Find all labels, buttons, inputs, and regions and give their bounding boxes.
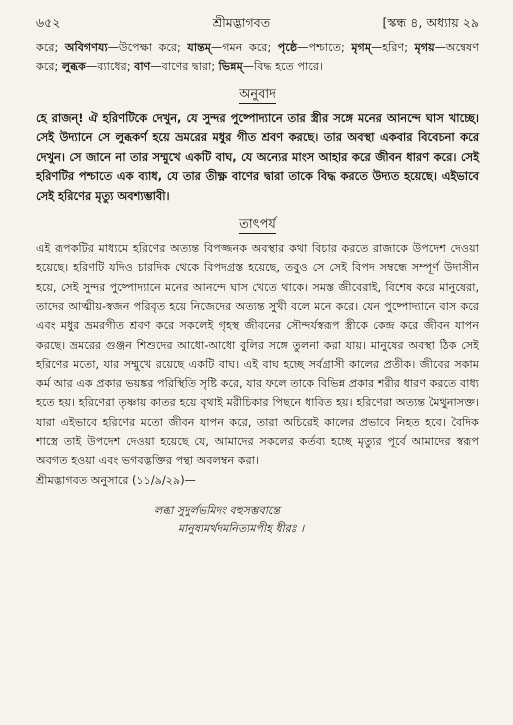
synonym-term: লুব্ধক <box>61 60 87 73</box>
synonym-term: অবিগণয্য <box>64 41 108 54</box>
sanskrit-verse <box>36 502 479 538</box>
page-number: ৬৫২ <box>36 15 61 30</box>
translation-text: হে রাজন্! ঐ হরিণটিকে দেখুন, যে সুন্দর পুষ্পোদ্যানে তার স্ত্রীর সঙ্গে মনের আনন্দে ঘাস খাচ্ছে। সেই উদ্যানে সে লুব্ধকর্ণ হয়ে ভ্রমরের মধুর গীত শ্রবণ করছে। তার অবস্থা একবার বিবেচনা করে দেখুন। সে জানে না তার সম্মুখে একটি বাঘ, যে অন্যের মাংস আহার করে জীবন ধারণ করে। সেই হরিণটির পশ্চাতে এক ব্যাধ, যে তার তীক্ষ্ণ বাণের দ্বারা তাকে বিদ্ধ করতে উদ্যত হয়েছে। এইভাবে সেই হরিণের মৃত্যু অবশ্যম্ভাবী। <box>36 111 479 203</box>
synonym-meaning: —বাণের দ্বারা; <box>150 60 219 73</box>
synonym-meaning: —পশ্চাতে; <box>297 41 352 54</box>
page-header <box>36 14 479 32</box>
scripture-reference: শ্রীমদ্ভাগবত অনুসারে (১১/৯/২৯)— <box>36 473 196 487</box>
synonym-meaning: —উপেক্ষা করে; <box>107 41 188 54</box>
section-reference: [স্কন্ধ ৪, অধ্যায় ২৯ <box>382 15 479 30</box>
synonym-meaning: —বিদ্ধ হতে পারে। <box>242 60 323 73</box>
synonym-term: বাণ <box>134 60 151 73</box>
synonym-term: যান্তম্ <box>187 41 212 54</box>
verse-line-1: লব্ধা সুদুর্লভমিদং বহুসম্ভবান্তে <box>154 503 280 517</box>
synonym-term: মৃগয় <box>414 41 435 54</box>
synonyms-paragraph <box>36 38 479 76</box>
purport-heading-text: তাৎপর্য <box>239 217 276 233</box>
verse-line-2: মানুষ্যমর্থদমনিত্যমপীহ ধীরঃ । <box>178 521 305 535</box>
synonym-meaning: —ব্যাধের; <box>86 60 135 73</box>
synonym-meaning: —গমন করে; <box>211 41 278 54</box>
synonym-term: পৃষ্ঠে <box>277 41 298 54</box>
synonym-term: ভিন্নম্ <box>218 60 243 73</box>
book-title: শ্রীমদ্ভাগবত <box>212 15 271 30</box>
synonym-meaning: —হরিণ; <box>371 41 415 54</box>
purport-text: এই রূপকটির মাধ্যমে হরিণের অত্যন্ত বিপজ্জনক অবস্থার কথা বিচার করতে রাজাকে উপদেশ দেওয়া হয়েছে। হরিণটি যদিও চারদিক থেকে বিপদগ্রস্ত হয়েছে, তবুও সে সেই বিপদ সম্বন্ধে সম্পূর্ণ উদাসীন হয়ে, সেই সুন্দর পুষ্পোদ্যানে মনের আনন্দে ঘাস খেতে থাকে। সমস্ত জীবেরাই, বিশেষ করে মানুষেরা, তাদের আত্মীয়-স্বজন পরিবৃত হয়ে নিজেদের অত্যন্ত সুখী বলে মনে করে। যেন পুষ্পোদ্যানে বাস করে এবং মধুর ভ্রমরগীত শ্রবণ করে সকলেই গৃহস্থ জীবনের সৌন্দর্যস্বরূপ স্ত্রীকে কেন্দ্র করে জীবন যাপন করছে। ভ্রমরের গুঞ্জন শিশুদের আধো-আধো বুলির সঙ্গে তুলনা করা যায়। মানুষের অবস্থা ঠিক সেই হরিণের মতো, যার সম্মুখে রয়েছে একটি বাঘ। এই বাঘ হচ্ছে সর্বগ্রাসী কালের প্রতীক। জীবের সকাম কর্ম আর এক প্রকার ভয়ঙ্কর পরিস্থিতি সৃষ্টি করে, যার ফলে তাকে বিভিন্ন প্রকার শরীর ধারণ করতে বাধ্য হতে হয়। হরিণেরা তৃষ্ণায় কাতর হয়ে বৃথাই মরীচিকার পিছনে ধাবিত হয়। হরিণেরা অত্যন্ত মৈথুনাসক্ত। যারা এইভাবে হরিণের মতো জীবন যাপন করে, তারা অচিরেই কালের প্রভাবে নিহত হবে। বৈদিক শাস্ত্রে তাই উপদেশ দেওয়া হয়েছে যে, আমাদের সকলের কর্তব্য হচ্ছে মৃত্যুর পূর্বে আমাদের স্বরূপ অবগত হওয়া এবং ভগবদ্ভক্তির পন্থা অবলম্বন করা। <box>36 242 479 468</box>
synonym-meaning: —অন্বেষণ করে; <box>36 41 479 73</box>
purport-heading <box>36 216 479 234</box>
translation-heading <box>36 86 479 104</box>
synonym-term: মৃগম্ <box>351 41 372 54</box>
translation-heading-text: অনুবাদ <box>239 87 276 102</box>
synonym-meaning: করে; <box>36 41 65 54</box>
